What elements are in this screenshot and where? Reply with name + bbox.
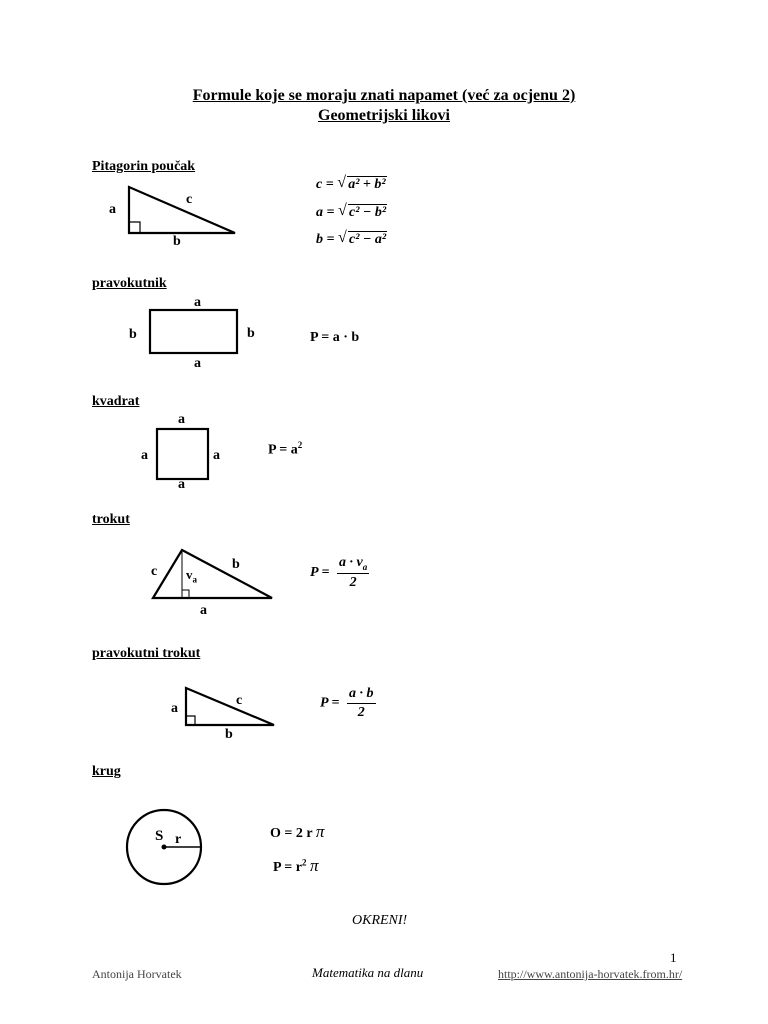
circle-label-radius: r bbox=[175, 832, 182, 847]
rect-area-formula: P = a · b bbox=[310, 330, 360, 345]
triangle-label-height bbox=[186, 567, 197, 585]
square-label-top: a bbox=[178, 412, 185, 427]
circle-shape bbox=[127, 810, 201, 884]
pitagora-formula-b: b = √ c² − a² bbox=[316, 229, 387, 247]
pi-symbol: π bbox=[309, 856, 319, 875]
square-area-formula bbox=[268, 440, 302, 459]
numerator-text: a · v bbox=[339, 555, 363, 570]
pitagora-label-a: a bbox=[109, 202, 116, 217]
square-formula-text: P = a bbox=[268, 442, 298, 458]
circumference-text: O = 2 r bbox=[270, 826, 313, 841]
fraction-numerator bbox=[337, 555, 369, 574]
heading-krug: krug bbox=[92, 764, 121, 779]
square-label-right: a bbox=[213, 448, 220, 463]
circle-label-center: S bbox=[155, 828, 164, 844]
right-triangle-label-a: a bbox=[171, 701, 178, 716]
formula-lhs: c bbox=[316, 177, 323, 192]
footer-author: Antonija Horvatek bbox=[92, 967, 182, 981]
pitagora-formula-c: c = √ a² + b² bbox=[316, 174, 386, 192]
formula-lhs: b bbox=[316, 232, 323, 247]
area-exponent: 2 bbox=[301, 857, 307, 868]
triangle-area-formula bbox=[310, 555, 369, 591]
general-triangle bbox=[153, 550, 272, 598]
formula-lhs: P = bbox=[320, 695, 340, 711]
pitagora-label-b: b bbox=[173, 234, 181, 249]
formula-lhs: P = bbox=[310, 565, 330, 581]
right-triangle-area-formula bbox=[320, 686, 376, 721]
fraction bbox=[337, 555, 369, 591]
numerator-subscript: a bbox=[362, 561, 368, 572]
pitagora-label-c: c bbox=[186, 192, 193, 207]
sqrt: √ c² − a² bbox=[337, 229, 387, 247]
sqrt: √ c² − b² bbox=[337, 202, 387, 220]
square-label-bottom: a bbox=[178, 477, 185, 492]
fraction-denominator: 2 bbox=[349, 574, 357, 590]
sqrt: √ a² + b² bbox=[337, 174, 386, 192]
heading-kvadrat: kvadrat bbox=[92, 394, 140, 409]
pi-symbol: π bbox=[315, 822, 325, 841]
circle-circumference-formula bbox=[270, 822, 324, 842]
sqrt-arg: c² − b² bbox=[348, 205, 387, 220]
turn-over-note: OKRENI! bbox=[352, 913, 408, 928]
heading-pravokutni-trokut: pravokutni trokut bbox=[92, 646, 201, 661]
footer-url-link[interactable]: http://www.antonija-horvatek.from.hr/ bbox=[498, 967, 683, 981]
heading-pitagora: Pitagorin poučak bbox=[92, 159, 196, 174]
footer-title: Matematika na dlanu bbox=[312, 965, 424, 980]
square-shape bbox=[157, 429, 208, 479]
triangle-label-b: b bbox=[232, 557, 240, 572]
triangle-label-c: c bbox=[151, 564, 158, 579]
pitagora-triangle bbox=[129, 187, 235, 233]
square-label-left: a bbox=[141, 448, 148, 463]
right-triangle-label-b: b bbox=[225, 727, 233, 742]
fraction-denominator: 2 bbox=[357, 705, 365, 720]
page-number: 1 bbox=[670, 950, 677, 965]
square-formula-exponent: 2 bbox=[297, 440, 303, 450]
page-subtitle: Geometrijski likovi bbox=[318, 107, 450, 124]
rect-label-right: b bbox=[247, 326, 255, 341]
height-symbol: v bbox=[186, 567, 193, 582]
sqrt-arg: c² − a² bbox=[348, 232, 387, 247]
page-title: Formule koje se moraju znati napamet (već za ocjenu 2) bbox=[192, 87, 576, 104]
rect-label-top: a bbox=[194, 295, 201, 310]
fraction bbox=[347, 686, 376, 721]
heading-pravokutnik: pravokutnik bbox=[92, 276, 167, 291]
circle-area-formula bbox=[273, 856, 319, 876]
triangle-label-a: a bbox=[200, 603, 207, 618]
area-text: P = r bbox=[273, 860, 302, 875]
rect-label-bottom: a bbox=[194, 356, 201, 371]
right-triangle bbox=[186, 688, 274, 725]
sqrt-arg: a² + b² bbox=[348, 177, 386, 192]
rectangle-shape bbox=[150, 310, 237, 353]
rect-label-left: b bbox=[129, 327, 137, 342]
fraction-numerator: a · b bbox=[347, 686, 376, 704]
right-triangle-label-c: c bbox=[236, 693, 243, 708]
height-subscript: a bbox=[192, 574, 197, 585]
heading-trokut: trokut bbox=[92, 512, 130, 527]
formula-lhs: a bbox=[316, 205, 323, 220]
pitagora-formula-a: a = √ c² − b² bbox=[316, 202, 387, 220]
